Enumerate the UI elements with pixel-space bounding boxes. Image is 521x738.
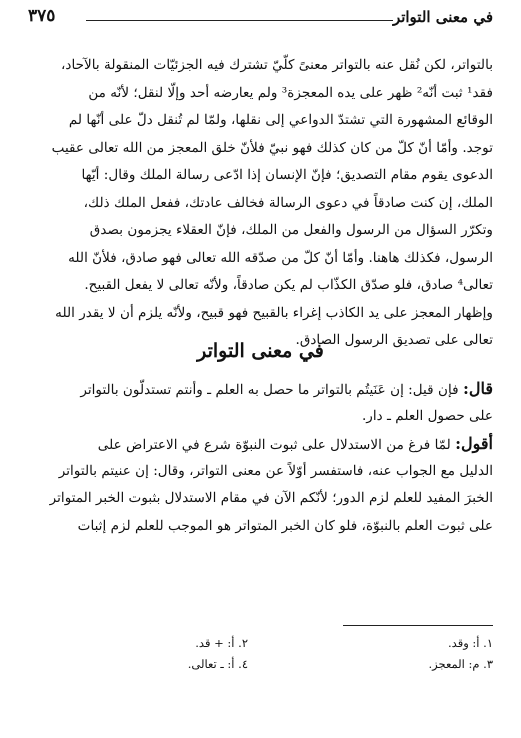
text-line: الدعوى يقوم مقام التصديق؛ فإنّ الإنسان إذا ادّعى رسالة الملك وقال: أيّها — [81, 167, 493, 183]
footnote: ١. أ: وقد. — [448, 636, 493, 650]
text-line: على ثبوت العلم بالنبوّة، فلو كان الخبر المتواتر هو الموجب للعلم لزم إثبات — [77, 517, 493, 534]
text-line: بالتواتر، لكن نُقل عنه بالتواتر معنىً كلّيّ تشترك فيه الجزئيّات المنقولة بالآحاد، — [61, 57, 493, 73]
lower-section — [28, 375, 493, 540]
text-line — [28, 375, 493, 403]
footnote: ٣. م: المعجز. — [428, 657, 493, 671]
footnote-row — [28, 657, 493, 678]
section-heading: في معنى التواتر — [197, 340, 324, 362]
page-number: ٣٧٥ — [28, 6, 56, 26]
text-line — [28, 430, 493, 458]
running-header — [28, 6, 493, 32]
header-rule — [86, 20, 393, 21]
footnote: ٤. أ: ـ تعالى. — [187, 657, 248, 671]
footnote-row — [28, 636, 493, 657]
text-line: على حصول العلم ـ دار. — [361, 407, 493, 424]
footnote: ٢. أ: + قد. — [195, 636, 248, 650]
text-line: تعالى⁴ صادق، فلو صدّق الكذّاب لم يكن صادقاً، ولأنّه تعالى لا يفعل القبيح. — [84, 277, 493, 293]
footnotes — [28, 636, 493, 678]
text-line: فقد¹ ثبت أنّه² ظهر على يده المعجزة³ ولم يعارضه أحد وإلّا لنقل؛ لأنّه من — [88, 84, 493, 101]
text-line: تعالى على تصديق الرسول الصادق. — [295, 332, 493, 348]
text-line: الملك، إن كنت صادقاً في دعوى الرسالة فخالف عادتك، ففعل الملك ذلك، — [83, 194, 493, 211]
running-title: في معنى التواتر — [392, 8, 493, 26]
line-text: فإن قيل: إن عَنَيتُم بالتواتر ما حصل به العلم ـ وأنتم تستدلّون بالتواتر — [80, 382, 459, 398]
line-text: لمّا فرغ من الاستدلال على ثبوت النبوّة شرع في الاعتراض على — [97, 437, 451, 453]
lead-word: قال: — [462, 379, 493, 398]
text-line: الخبرَ المفيد للعلم لزم الدور؛ لأنّكم الآن في مقام الاستدلال بثبوت الخبر المتواتر — [49, 490, 493, 506]
text-line: الوقائع المشهورة التي تشتدّ الدواعي إلى نقلها، ولمّا لم تُنقل دلّ على أنّها لم — [68, 112, 493, 128]
lead-word: أقول: — [455, 434, 493, 453]
text-line: الدليل مع الجواب عنه، فاستفسر أوّلاً عن معنى التواتر، وقال: إن عنيتم بالتواتر — [58, 462, 493, 479]
text-line: وإظهار المعجز على يد الكاذب إغراء بالقبيح فهو قبيح، ولأنّه يلزم أن لا يقدر الله — [55, 304, 493, 321]
footnote-rule — [343, 625, 493, 626]
upper-paragraph — [28, 52, 493, 355]
text-line: وتكرّر السؤال من الرسول والفعل من الملك، فإنّ العقلاء يجزمون بصدق — [89, 222, 493, 238]
text-line: توجد. وأمّا أنّ كلّ من كان كذلك فهو نبيّ فلأنّ خلق المعجز من الله تعالى عقيب — [51, 139, 493, 156]
text-line: الرسول، فكذلك هاهنا. وأمّا أنّ كلّ من صدّقه الله تعالى فهو صادق، فلأنّ الله — [68, 249, 493, 266]
